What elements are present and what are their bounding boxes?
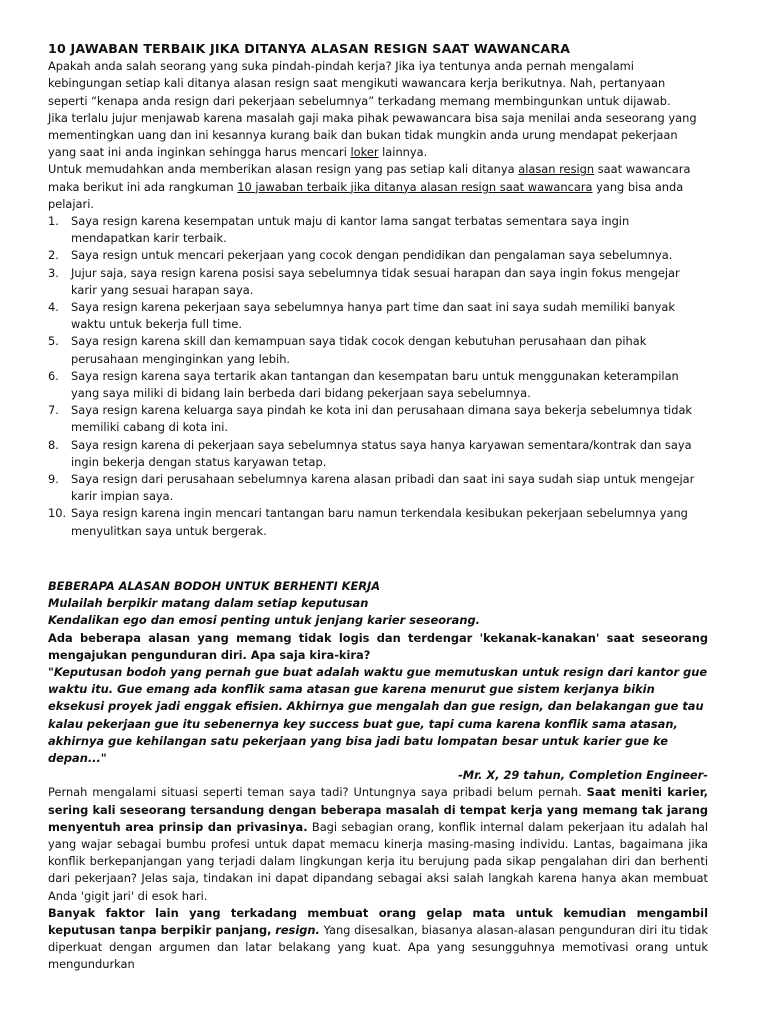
intro-paragraph-1: Apakah anda salah seorang yang suka pindah-pindah kerja? Jika iya tentunya anda pernah mengalami kebingungan setiap kali ditanya alasan resign saat mengikuti wawancara kerja berikutnya. Nah, pertanyaan seperti “kenapa anda resign dari pekerjaan sebelumnya” terkadang memang membingunkan untuk dijawab.: [48, 59, 671, 108]
list-item: 8. Saya resign karena di pekerjaan saya sebelumnya status saya hanya karyawan sementara/kontrak dan saya ingin bekerja dengan status karyawan tetap.: [48, 437, 692, 469]
section-heading: BEBERAPA ALASAN BODOH UNTUK BERHENTI KERJA: [48, 578, 381, 593]
rangkuman-link[interactable]: 10 jawaban terbaik jika ditanya alasan resign saat wawancara: [237, 179, 593, 194]
list-item: 3. Jujur saja, saya resign karena posisi saya sebelumnya tidak sesuai harapan dan saya ingin fokus mengejar karir yang sesuai harapan saya.: [48, 265, 680, 297]
subheading-1: Mulailah berpikir matang dalam setiap keputusan: [48, 596, 369, 611]
intro-paragraph-3: Untuk memudahkan anda memberikan alasan resign yang pas setiap kali ditanya alasan resign saat wawancara maka berikut ini ada rangkuman 10 jawaban terbaik jika ditanya alasan resign saat wawancara yang bisa anda pelajari.: [48, 162, 691, 211]
paragraph-3: Banyak faktor lain yang terkadang membuat orang gelap mata untuk kemudian mengambil keputusan tanpa berpikir panjang, resign. Yang disesalkan, biasanya alasan-alasan pengunduran diri itu tidak diperkuat dengan argumen dan latar belakang yang kuat. Apa yang sesungguhnya memotivasi orang untuk mengundurkan: [48, 905, 708, 972]
list-item: 1. Saya resign karena kesempatan untuk maju di kantor lama sangat terbatas sementara saya ingin mendapatkan karir terbaik.: [48, 214, 630, 246]
list-item: 7. Saya resign karena keluarga saya pindah ke kota ini dan perusahaan dimana saya bekerja sebelumnya tidak memiliki cabang di kota ini.: [48, 403, 693, 435]
quote-attribution: -Mr. X, 29 tahun, Completion Engineer-: [458, 768, 708, 783]
list-item: 2. Saya resign untuk mencari pekerjaan yang cocok dengan pendidikan dan pengalaman saya sebelumnya.: [48, 248, 673, 263]
list-item: 4. Saya resign karena pekerjaan saya sebelumnya hanya part time dan saat ini saya sudah memiliki banyak waktu untuk bekerja full time.: [48, 300, 675, 332]
page-title: 10 JAWABAN TERBAIK JIKA DITANYA ALASAN RESIGN SAAT WAWANCARA: [48, 41, 571, 56]
list-item: 6. Saya resign karena saya tertarik akan tantangan dan kesempatan baru untuk menggunakan keterampilan yang saya miliki di bidang lain berbeda dari bidang pekerjaan saya sebelumnya.: [48, 368, 679, 401]
quote: "Keputusan bodoh yang pernah gue buat adalah waktu gue memutuskan untuk resign dari kantor gue waktu itu. Gue emang ada konflik sama atasan gue karena menurut gue sistem kerjanya bikin eksekusi proyek jadi enggak efisien. Akhirnya gue mengalah dan gue resign, dan belakangan gue tau kalau pekerjaan gue itu sebenernya key success buat gue, tapi cuma karena konflik sama atasan, akhirnya gue kehilangan satu pekerjaan yang bisa jadi batu lompatan besar untuk karier gue ke depan...": [48, 664, 708, 765]
list-item: 5. Saya resign karena skill dan kemampuan saya tidak cocok dengan kebutuhan perusahaan dan pihak perusahaan menginginkan yang lebih.: [48, 334, 647, 366]
paragraph-2: Pernah mengalami situasi seperti teman saya tadi? Untungnya saya pribadi belum pernah. Saat meniti karier, sering kali seseorang tersandung dengan beberapa masalah di tempat kerja yang memang tak jarang menyentuh area prinsip dan privasinya. Bagi sebagian orang, konflik internal dalam pekerjaan itu adalah hal yang wajar sebagai bumbu profesi untuk dapat memacu kinerja masing-masing individu. Lantas, bagaimana jika konflik berkepanjangan yang terjadi dalam lingkungan kerja itu berujung pada sikap pengalahan diri dan berhenti dari pekerjaan? Jelas saja, tindakan ini dapat dipandang sebagai aksi salah langkah karena hanya akan membuat Anda 'gigit jari' di esok hari.: [48, 785, 709, 903]
document-page: [48, 40, 708, 974]
subheading-2: Kendalikan ego dan emosi penting untuk jenjang karier seseorang.: [48, 613, 480, 628]
intro-paragraph-2: Jika terlalu jujur menjawab karena masalah gaji maka pihak pewawancara bisa saja menilai anda seseorang yang mementingkan uang dan ini kesannya kurang baik dan bukan tidak mungkin anda urung mendapat pekerjaan yang saat ini anda inginkan sehingga harus mencari loker lainnya.: [48, 110, 697, 160]
list-item: 9. Saya resign dari perusahaan sebelumnya karena alasan pribadi dan saat ini saya sudah siap untuk mengejar karir impian saya.: [48, 472, 695, 504]
list-item: 10. Saya resign karena ingin mencari tantangan baru namun terkendala kesibukan pekerjaan sebelumnya yang menyulitkan saya untuk bergerak.: [48, 506, 688, 538]
section-spacer: [48, 540, 708, 578]
alasan-resign-link[interactable]: alasan resign: [518, 162, 595, 177]
section-intro: Ada beberapa alasan yang memang tidak logis dan terdengar 'kekanak-kanakan' saat seseorang mengajukan pengunduran diri. Apa saja kira-kira?: [48, 630, 708, 662]
answers-list: [48, 213, 708, 540]
loker-link[interactable]: loker: [350, 145, 379, 160]
